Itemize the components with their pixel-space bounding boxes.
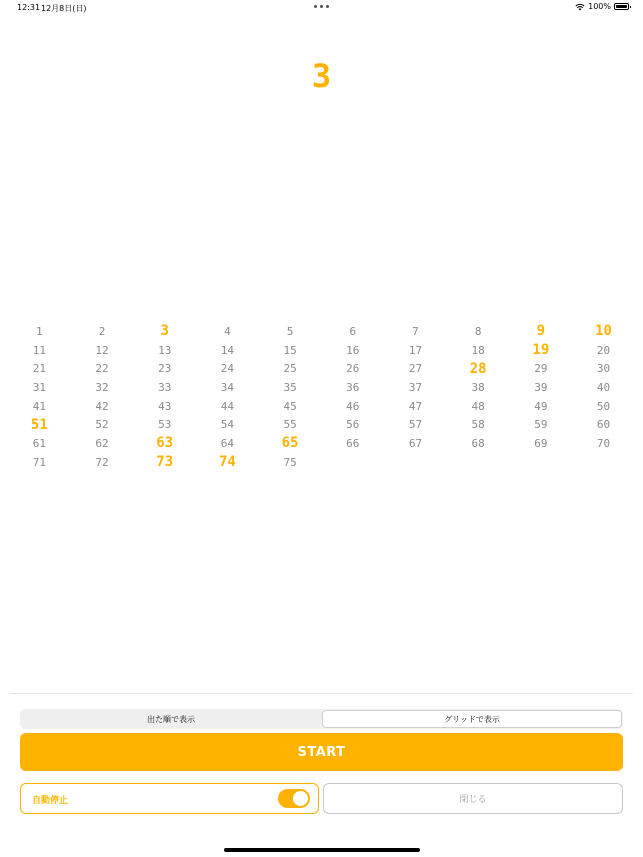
grid-number: 24 [220,362,235,376]
grid-number: 32 [95,380,109,394]
multitasking-dots-icon[interactable] [314,3,330,9]
grid-number: 4 [224,324,231,338]
status-indicators [575,2,629,11]
grid-number: 11 [32,343,46,357]
grid-number: 67 [408,436,423,450]
grid-number: 66 [346,436,360,450]
auto-stop-label: 自動停止 [32,796,69,806]
grid-number: 27 [408,362,423,376]
grid-number: 37 [408,380,423,394]
grid-number: 16 [346,343,360,357]
grid-number-drawn: 3 [160,323,169,340]
grid-number: 7 [412,324,419,338]
grid-number: 6 [349,324,357,338]
grid-number: 1 [36,324,43,338]
grid-number: 55 [283,418,297,432]
segment-grid-view[interactable]: グリッドで表示 [322,710,622,728]
grid-number: 47 [408,399,423,413]
grid-number: 14 [220,343,235,357]
grid-number: 36 [346,380,360,394]
grid-number-drawn: 10 [595,323,612,340]
grid-number: 5 [286,324,294,338]
grid-number: 33 [158,380,172,394]
grid-number: 30 [596,362,611,376]
grid-number: 26 [346,362,360,376]
grid-number: 40 [596,380,611,394]
grid-number: 69 [534,436,548,450]
grid-number: 57 [408,418,423,432]
grid-number: 54 [220,418,235,432]
battery-icon [614,3,629,10]
grid-number: 75 [283,455,297,469]
grid-number: 8 [474,324,482,338]
grid-number: 56 [346,418,360,432]
grid-number: 18 [471,343,485,357]
grid-number: 41 [32,399,46,413]
grid-number: 62 [95,436,109,450]
battery-percent: 100% [588,2,611,11]
grid-number-drawn: 73 [156,454,174,471]
grid-number: 58 [471,418,485,432]
grid-number: 23 [158,362,172,376]
grid-number-drawn: 19 [532,342,550,359]
grid-number: 64 [220,436,235,450]
grid-number: 22 [95,362,109,376]
grid-number-drawn: 63 [156,435,174,452]
grid-number: 42 [95,399,109,413]
auto-stop-control [20,783,319,814]
grid-number: 35 [283,380,297,394]
grid-number: 45 [283,399,297,413]
grid-number: 13 [158,343,172,357]
start-button[interactable]: START [20,733,623,771]
grid-number-drawn: 9 [536,323,546,340]
grid-number-drawn: 28 [469,360,487,377]
grid-number: 20 [596,343,611,357]
grid-number: 46 [346,399,360,413]
toggle-knob [293,791,308,806]
wifi-icon [575,3,585,11]
grid-number: 38 [471,380,485,394]
grid-number: 25 [283,362,297,376]
grid-number: 12 [95,343,109,357]
grid-number: 71 [32,455,46,469]
status-time: 12:31 [17,3,41,12]
home-indicator[interactable] [224,848,420,852]
grid-number: 60 [596,418,611,432]
grid-number: 70 [596,436,611,450]
grid-number: 72 [95,455,109,469]
grid-number: 68 [471,436,485,450]
close-button[interactable]: 閉じる [323,783,623,814]
grid-number: 53 [158,418,172,432]
grid-number: 29 [534,362,548,376]
grid-number: 50 [596,399,611,413]
auto-stop-toggle[interactable] [278,789,310,808]
status-date: 12月8日(日) [41,4,87,13]
grid-number-drawn: 74 [218,454,236,471]
grid-number: 48 [471,399,485,413]
grid-number: 34 [220,380,235,394]
view-mode-segmented-control [20,709,623,729]
grid-number: 52 [95,418,109,432]
segment-order-view[interactable]: 出た順で表示 [147,714,195,724]
grid-number: 17 [408,343,423,357]
grid-number: 59 [534,418,548,432]
grid-number: 39 [534,380,548,394]
grid-number-drawn: 51 [30,416,48,433]
grid-number: 61 [32,436,46,450]
status-bar [0,0,643,16]
current-number: 3 [311,57,332,95]
grid-number-drawn: 65 [281,435,299,452]
grid-number: 21 [32,362,46,376]
grid-number: 31 [32,380,46,394]
number-grid [8,322,635,472]
divider [10,693,633,694]
grid-number: 43 [158,399,172,413]
grid-number: 49 [534,399,548,413]
grid-number: 15 [283,343,297,357]
grid-number: 44 [220,399,235,413]
grid-number: 2 [98,324,106,338]
